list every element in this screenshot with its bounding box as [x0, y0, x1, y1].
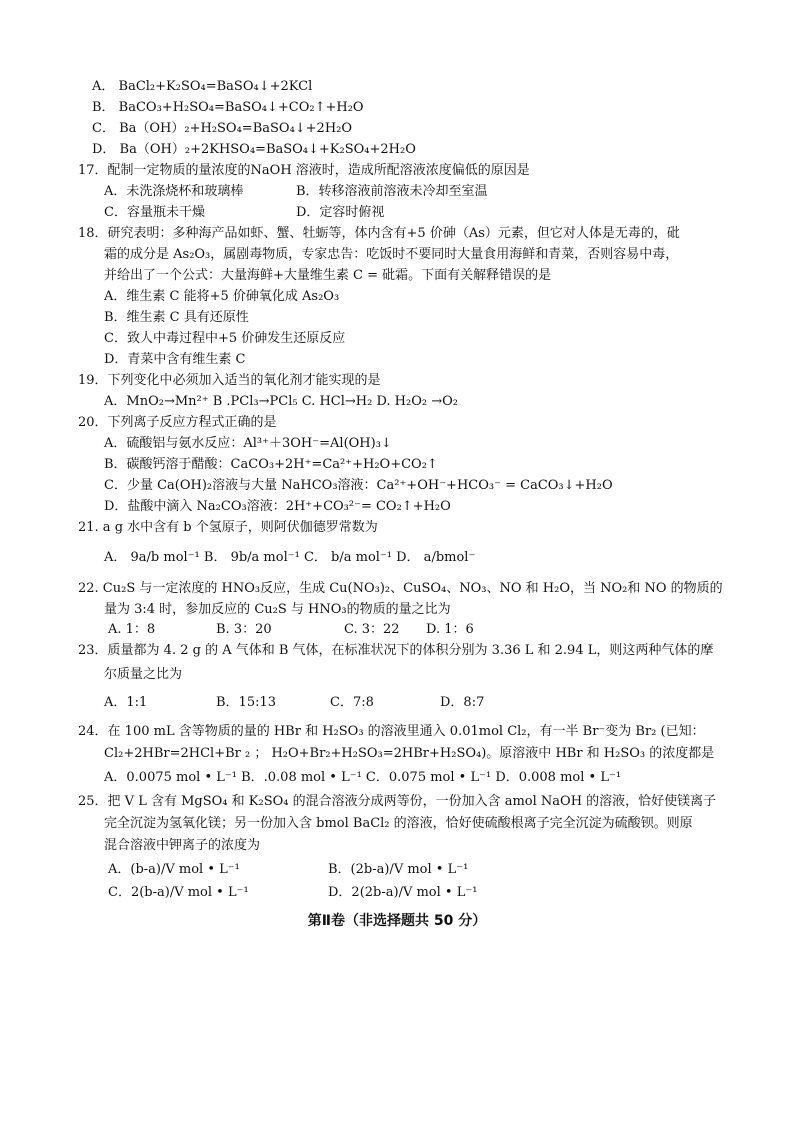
q21-options: A． 9a/b mol⁻¹ B． 9b/a mol⁻¹ C． b/a mol⁻¹ D． a/bmol⁻ [104, 550, 476, 565]
q18-option-a: A．维生素 C 能将+5 价砷氧化成 As₂O₃ [104, 289, 340, 304]
q25-stem-line3: 混合溶液中钾离子的浓度为 [104, 838, 261, 853]
q25-stem-line2: 完全沉淀为氢氧化镁；另一份加入含 bmol BaCl₂ 的溶液，恰好使硫酸根离子完全沉淀为硫酸钡。则原 [104, 816, 693, 831]
q25-stem-line1: 25．把 V L 含有 MgSO₄ 和 K₂SO₄ 的混合溶液分成两等份，一份加入含 amol NaOH 的溶液，恰好使镁离子 [78, 794, 717, 809]
q17-option-c: C．容量瓶未干燥 [104, 205, 205, 220]
q18-option-b: B．维生素 C 具有还原性 [104, 310, 249, 325]
q23-stem-line1: 23．质量都为 4. 2 g 的 A 气体和 B 气体，在标准状况下的体积分别为 3.36 L 和 2.94 L，则这两种气体的摩 [78, 643, 714, 658]
q24-stem-line1: 24．在 100 mL 含等物质的量的 HBr 和 H₂SO₃ 的溶液里通入 0.01mol Cl₂，有一半 Br⁻变为 Br₂ (已知： [78, 724, 705, 739]
q23-option-d: D．8:7 [440, 695, 485, 710]
q23-stem-line2: 尔质量之比为 [104, 667, 183, 682]
q22-option-d: D. 1：6 [426, 622, 474, 637]
q19-options: A．MnO₂→Mn²⁺ B .PCl₃→PCl₅ C. HCl→H₂ D. H₂O₂ →O₂ [104, 394, 458, 409]
q20-option-a: A．硫酸铝与氨水反应：Al³⁺＋3OH⁻=Al(OH)₃↓ [104, 436, 392, 451]
q20-option-d: D．盐酸中滴入 Na₂CO₃溶液：2H⁺+CO₃²⁻= CO₂↑+H₂O [104, 499, 451, 514]
q25-option-a: A．(b-a)/V mol • L⁻¹ [108, 862, 240, 877]
q22-option-a: A. 1：8 [108, 622, 156, 637]
q17-option-a: A．未洗涤烧杯和玻璃棒 [104, 184, 244, 199]
q23-option-c: C．7:8 [330, 695, 374, 710]
q21-stem: 21. a g 水中含有 b 个氢原子，则阿伏伽德罗常数为 [78, 520, 378, 535]
q18-stem-line3: 并给出了一个公式：大量海鲜+大量维生素 C = 砒霜。下面有关解释错误的是 [104, 268, 552, 283]
q25-option-b: B．(2b-a)/V mol • L⁻¹ [328, 862, 469, 877]
q16-option-a: A． BaCl₂+K₂SO₄=BaSO₄↓+2KCl [92, 79, 313, 94]
q17-option-b: B．转移溶液前溶液未冷却至室温 [296, 184, 488, 199]
q16-option-d: D． Ba（OH）₂+2KHSO₄=BaSO₄↓+K₂SO₄+2H₂O [92, 142, 416, 157]
q22-stem-line2: 量为 3:4 时，参加反应的 Cu₂S 与 HNO₃的物质的量之比为 [104, 602, 451, 617]
q17-option-d: D．定容时俯视 [296, 205, 385, 220]
q18-option-d: D．青菜中含有维生素 C [104, 352, 246, 367]
q19-stem: 19．下列变化中必须加入适当的氧化剂才能实现的是 [78, 373, 381, 388]
q18-stem-line2: 霜的成分是 As₂O₃，属剧毒物质，专家忠告：吃饭时不要同时大量食用海鲜和青菜，否则容易中毒， [104, 247, 679, 262]
q17-stem: 17．配制一定物质的量浓度的NaOH 溶液时，造成所配溶液浓度偏低的原因是 [78, 163, 530, 178]
section-title: 第Ⅱ卷（非选择题共 50 分） [307, 913, 487, 929]
q22-option-c: C. 3：22 [344, 622, 400, 637]
q22-option-b: B. 3：20 [216, 622, 272, 637]
q24-stem-line2: Cl₂+2HBr=2HCl+Br ₂ ； H₂O+Br₂+H₂SO₃=2HBr+H₂SO₄)。原溶液中 HBr 和 H₂SO₃ 的浓度都是 [104, 746, 715, 761]
q18-option-c: C．致人中毒过程中+5 价砷发生还原反应 [104, 331, 346, 346]
q16-option-c: C． Ba（OH）₂+H₂SO₄=BaSO₄↓+2H₂O [92, 121, 353, 136]
q16-option-b: B． BaCO₃+H₂SO₄=BaSO₄↓+CO₂↑+H₂O [92, 100, 364, 115]
q20-option-b: B．碳酸钙溶于醋酸：CaCO₃+2H⁺=Ca²⁺+H₂O+CO₂↑ [104, 457, 438, 472]
q23-option-a: A．1:1 [104, 695, 148, 710]
q25-option-d: D．2(2b-a)/V mol • L⁻¹ [328, 885, 478, 900]
q18-stem-line1: 18．研究表明：多种海产品如虾、蟹、牡蛎等，体内含有+5 价砷（As）元素，但它对人体是无毒的，砒 [78, 226, 680, 241]
q22-stem-line1: 22. Cu₂S 与一定浓度的 HNO₃反应，生成 Cu(NO₃)₂、CuSO₄、NO₃、NO 和 H₂O，当 NO₂和 NO 的物质的 [78, 581, 723, 596]
q20-stem: 20．下列离子反应方程式正确的是 [78, 415, 277, 430]
q24-options: A．0.0075 mol • L⁻¹ B．.0.08 mol • L⁻¹ C．0.075 mol • L⁻¹ D．0.008 mol • L⁻¹ [104, 770, 622, 785]
q20-option-c: C．少量 Ca(OH)₂溶液与大量 NaHCO₃溶液：Ca²⁺+OH⁻+HCO₃⁻ = CaCO₃↓+H₂O [104, 478, 613, 493]
q23-option-b: B．15:13 [216, 695, 277, 710]
q25-option-c: C．2(b-a)/V mol • L⁻¹ [108, 885, 249, 900]
